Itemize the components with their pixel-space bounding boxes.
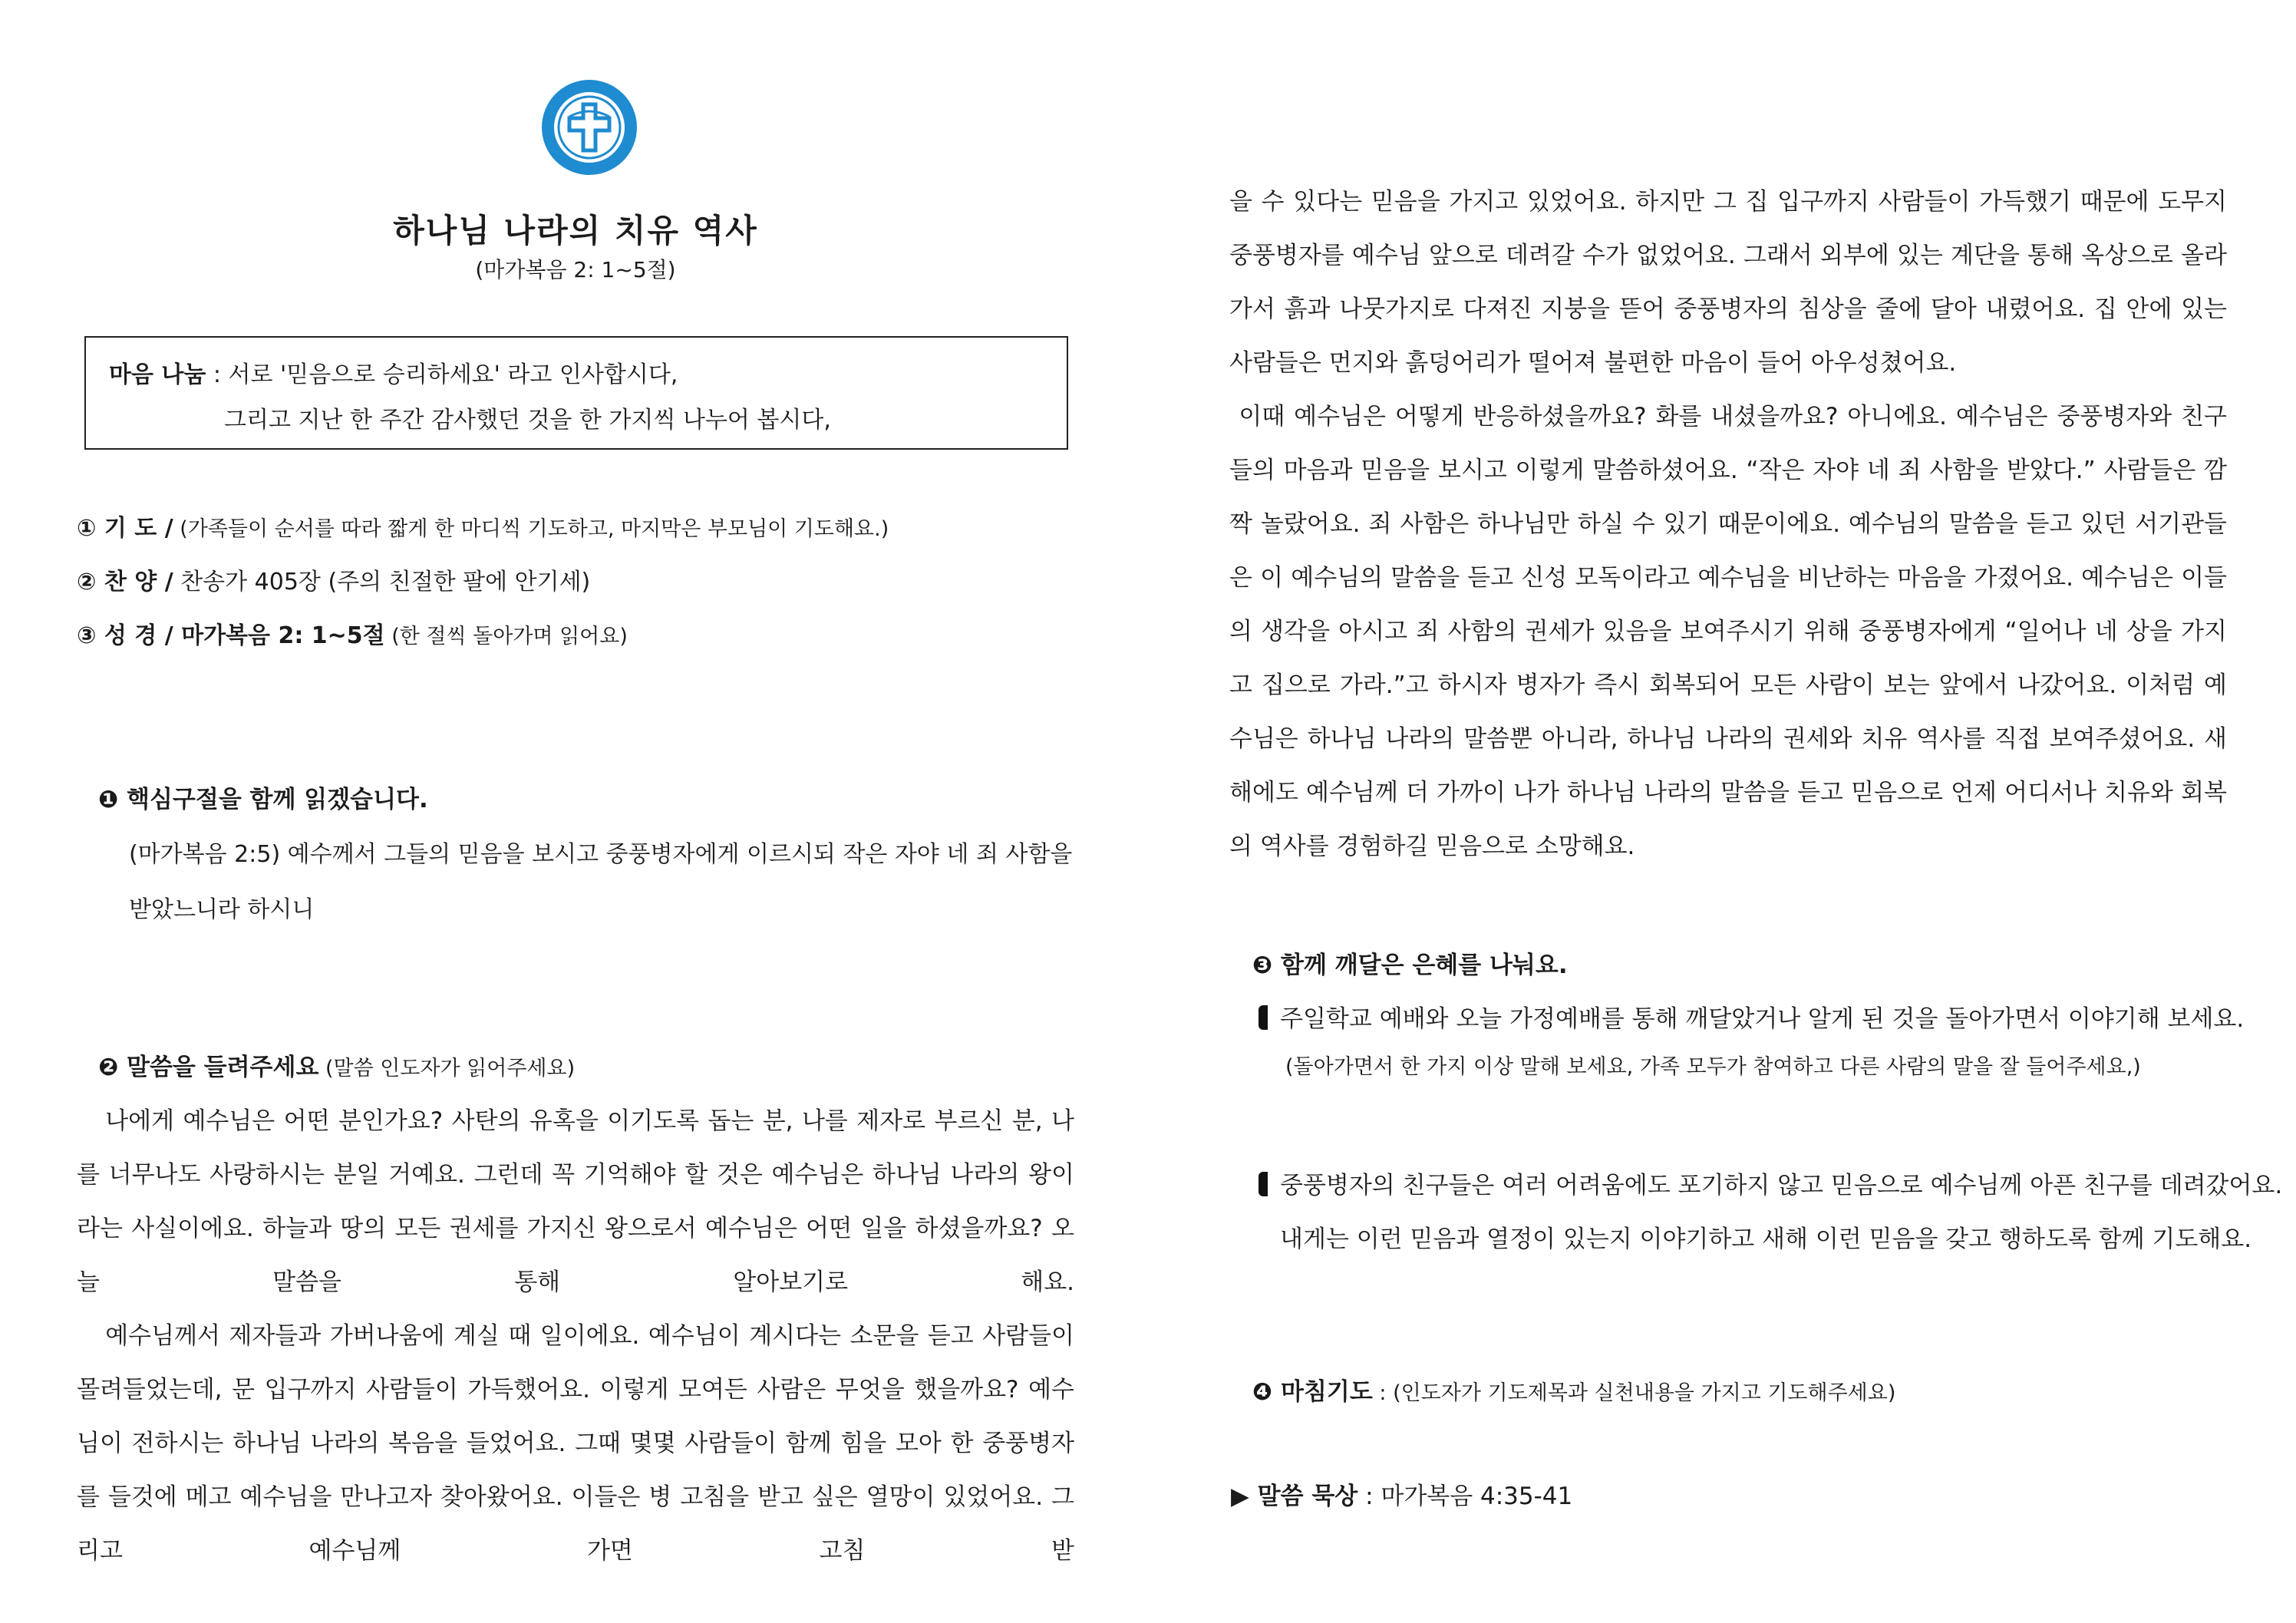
meditation-line: ▶ 말씀 묵상 : 마가복음 4:35-41 [1231, 1483, 1573, 1510]
share-question-1-note: (돌아가면서 한 가지 이상 말해 보세요, 가족 모두가 참여하고 다른 사람의 말을 잘 들어주세요,) [1285, 1055, 2141, 1079]
bullet-icon [1259, 1005, 1268, 1030]
sermon-paragraph-2b: 을 수 있다는 믿음을 가지고 있었어요. 하지만 그 집 입구까지 사람들이 가득했기 때문에 도무지 중풍병자를 예수님 앞으로 데려갈 수가 없었어요. 그래서 외부에 있는 계단을 통해 옥상으로 올라가서 흙과 나뭇가지로 다져진 지붕을 뜯어 중풍병자의 침상을 줄에 달아 내렸어요. 집 안에 있는 사람들은 먼지와 흙덩어리가 떨어져 불편한 마음이 들어 아우성쳤어요. [1229, 188, 2227, 377]
bullet-icon [1259, 1172, 1268, 1196]
page-title: 하나님 나라의 치유 역사 [393, 212, 758, 249]
sermon-paragraph-1: 나에게 예수님은 어떤 분인가요? 사탄의 유혹을 이기도록 돕는 분, 나를 제자로 부르신 분, 나를 너무나도 사랑하시는 분일 거예요. 그런데 꼭 기억해야 할 것은 예수님은 하나님 나라의 왕이라는 사실이에요. 하늘과 땅의 모든 권세를 가지신 왕으로서 예수님은 어떤 일을 하셨을까요? 오늘 말씀을 통해 알아보기로 해요. [77, 1107, 1074, 1296]
section-4-heading: ❹ 마침기도 : (인도자가 기도제목과 실천내용을 가지고 기도해주세요) [1252, 1378, 1896, 1406]
section-3-heading: ❸ 함께 깨달은 은혜를 나눠요. [1252, 952, 1568, 979]
church-logo [539, 77, 640, 178]
sharing-line-2: 그리고 지난 한 주간 감사했던 것을 한 가지씩 나누어 봅시다, [224, 407, 831, 434]
share-question-2: 중풍병자의 친구들은 여러 어려움에도 포기하지 않고 믿음으로 예수님께 아픈 친구를 데려갔어요. 내게는 이런 믿음과 열정이 있는지 이야기하고 새해 이런 믿음을 갖고 행하도록 함께 기도해요. [1259, 1159, 2282, 1266]
share-question-1: 주일학교 예배와 오늘 가정예배를 통해 깨달았거나 알게 된 것을 돌아가면서 이야기해 보세요. [1259, 999, 2244, 1034]
sharing-line-1: 마음 나눔 : 서로 '믿음으로 승리하세요' 라고 인사합시다, [109, 361, 678, 388]
sharing-label: 마음 나눔 [109, 361, 206, 388]
sermon-paragraph-2a: 예수님께서 제자들과 가버나움에 계실 때 일이에요. 예수님이 계시다는 소문을 듣고 사람들이 몰려들었는데, 문 입구까지 사람들이 가득했어요. 이렇게 모여든 사람은 무엇을 했을까요? 예수님이 전하시는 하나님 나라의 복음을 들었어요. 그때 몇몇 사람들이 함께 힘을 모아 한 중풍병자를 들것에 메고 예수님을 만나고자 찾아왔어요. 이들은 병 고침을 받고 싶은 열망이 있었어요. 그리고 예수님께 가면 고침 받 [77, 1322, 1074, 1565]
key-verse: (마가복음 2:5) 예수께서 그들의 믿음을 보시고 중풍병자에게 이르시되 작은 자야 네 죄 사함을 받았느니라 하시니 [129, 841, 1073, 923]
order-scripture: ③ 성 경 / 마가복음 2: 1~5절 (한 절씩 돌아가며 읽어요) [77, 622, 628, 649]
sermon-paragraph-3: 이때 예수님은 어떻게 반응하셨을까요? 화를 내셨을까요? 아니에요. 예수님은 중풍병자와 친구들의 마음과 믿음을 보시고 이렇게 말씀하셨어요. “작은 자야 네 죄 사함을 받았다.” 사람들은 깜짝 놀랐어요. 죄 사함은 하나님만 하실 수 있기 때문이에요. 예수님의 말씀을 듣고 있던 서기관들은 이 예수님의 말씀을 듣고 신성 모독이라고 예수님을 비난하는 마음을 가졌어요. 예수님은 이들의 생각을 아시고 죄 사함의 권세가 있음을 보여주시기 위해 중풍병자에게 “일어나 네 상을 가지고 집으로 가라.”고 하시자 병자가 즉시 회복되어 모든 사람이 보는 앞에서 나갔어요. 이처럼 예수님은 하나님 나라의 말씀뿐 아니라, 하나님 나라의 권세와 치유 역사를 직접 보여주셨어요. 새해에도 예수님께 더 가까이 나가 하나님 나라의 말씀을 듣고 믿음으로 언제 어디서나 치유와 회복의 역사를 경험하길 믿음으로 소망해요. [1229, 403, 2227, 860]
sermon-left-column [77, 1094, 1074, 1578]
section-1-heading: ❶ 핵심구절을 함께 읽겠습니다. [98, 786, 428, 813]
order-prayer: ① 기 도 / (가족들이 순서를 따라 짧게 한 마디씩 기도하고, 마지막은 부모님이 기도해요.) [77, 515, 889, 542]
sermon-right-column [1229, 175, 2227, 873]
section-2-heading: ❷ 말씀을 들려주세요 (말씀 인도자가 읽어주세요) [98, 1054, 576, 1081]
order-hymn: ② 찬 양 / 찬송가 405장 (주의 친절한 팔에 안기세) [77, 569, 591, 595]
scripture-reference: (마가복음 2: 1~5절) [475, 257, 676, 282]
